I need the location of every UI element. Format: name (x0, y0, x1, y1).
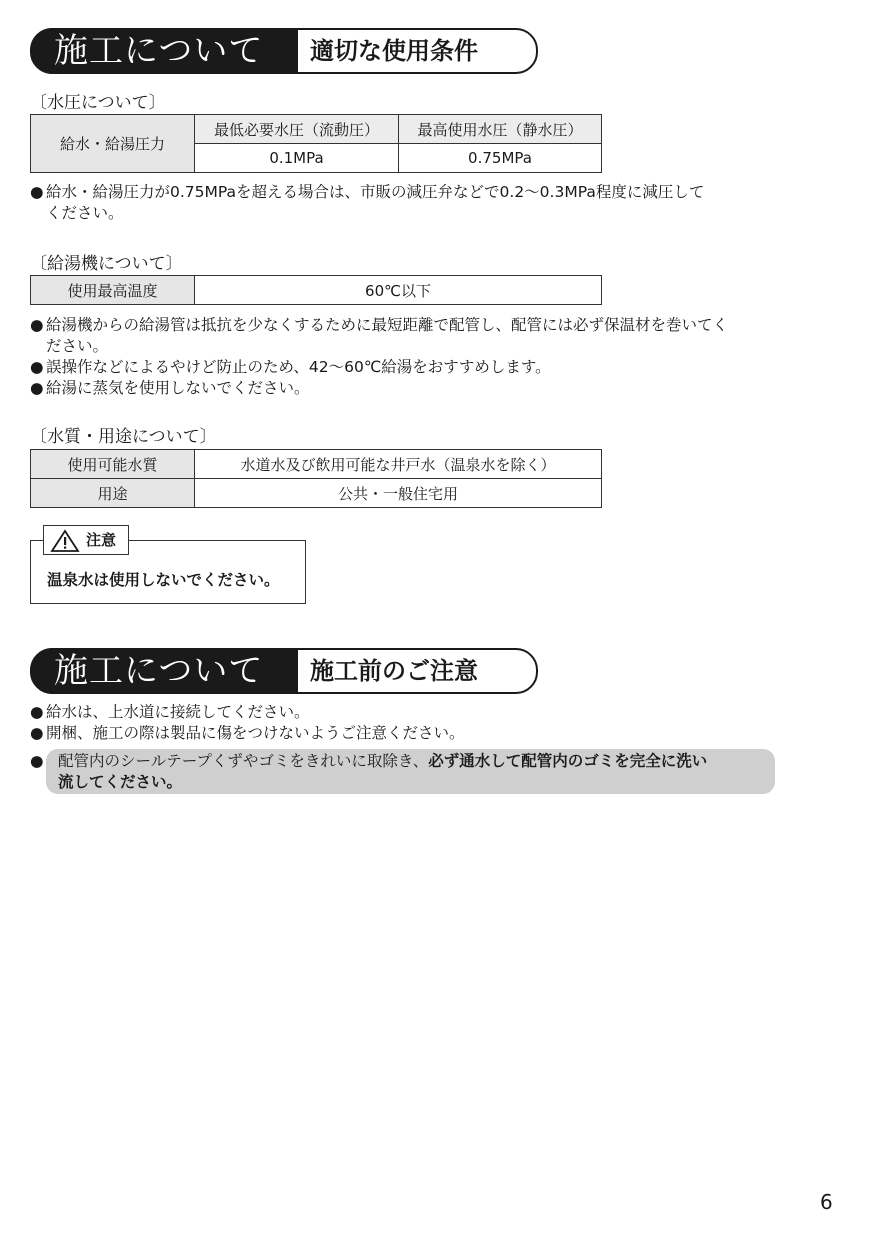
caution-text: 温泉水は使用しないでください。 (47, 571, 280, 589)
pressure-row-label: 給水・給湯圧力 (31, 115, 195, 173)
section-header-conditions (30, 28, 540, 72)
pressure-note-line1: 給水・給湯圧力が0.75MPaを超える場合は、市販の減圧弁などで0.2～0.3MPa程度に減圧して (46, 183, 705, 201)
max-temp-label: 使用最高温度 (31, 276, 195, 305)
caution-tag (43, 525, 129, 555)
max-pressure-value: 0.75MPa (399, 144, 602, 173)
water-heater-heading: 〔給湯機について〕 (30, 254, 183, 274)
bullet-icon: ● (30, 358, 44, 376)
section-subtitle: 施工前のご注意 (310, 657, 478, 685)
bullet-icon: ● (30, 183, 44, 201)
bullet-icon: ● (30, 724, 44, 742)
pre-install-note2: 開梱、施工の際は製品に傷をつけないようご注意ください。 (46, 724, 465, 742)
section-subtitle: 適切な使用条件 (310, 37, 478, 65)
bullet-icon: ● (30, 379, 44, 397)
pre-install-notes (30, 702, 465, 744)
section-title: 施工について (30, 648, 298, 694)
pre-install-note3 (58, 751, 707, 793)
max-temp-value: 60℃以下 (195, 276, 602, 305)
caution-label: 注意 (86, 531, 117, 549)
pre-install-note1: 給水は、上水道に接続してください。 (46, 703, 310, 721)
min-pressure-header: 最低必要水圧（流動圧） (195, 115, 399, 144)
bullet-icon: ● (30, 703, 44, 721)
water-pressure-table (30, 114, 602, 173)
water-quality-table (30, 449, 602, 508)
water-heater-table (30, 275, 602, 305)
water-pressure-heading: 〔水圧について〕 (30, 93, 166, 113)
water-quality-label: 使用可能水質 (31, 450, 195, 479)
heater-note1-line1: 給湯機からの給湯管は抵抗を少なくするために最短距離で配管し、配管には必ず保温材を巻いてく (46, 316, 729, 334)
pressure-note (30, 182, 704, 224)
heater-note2: 誤操作などによるやけど防止のため、42～60℃給湯をおすすめします。 (46, 358, 551, 376)
heater-notes (30, 315, 728, 399)
heater-note3: 給湯に蒸気を使用しないでください。 (46, 379, 310, 397)
water-quality-heading: 〔水質・用途について〕 (30, 427, 217, 447)
note3-bold-line2: 流してください。 (58, 773, 183, 791)
page-number: 6 (820, 1190, 833, 1214)
note3-bold: 必ず通水して配管内のゴミを完全に洗い (428, 752, 708, 770)
section-header-pre-install (30, 648, 540, 692)
pressure-note-line2: ください。 (46, 204, 124, 222)
max-pressure-header: 最高使用水圧（静水圧） (399, 115, 602, 144)
bullet-icon: ● (30, 316, 44, 334)
warning-icon (50, 529, 80, 553)
usage-value: 公共・一般住宅用 (195, 479, 602, 508)
note3-normal: 配管内のシールテープくずやゴミをきれいに取除き、 (58, 752, 429, 770)
heater-note1-line2: ださい。 (46, 337, 109, 355)
section-title: 施工について (30, 28, 298, 74)
min-pressure-value: 0.1MPa (195, 144, 399, 173)
water-quality-value: 水道水及び飲用可能な井戸水（温泉水を除く） (195, 450, 602, 479)
usage-label: 用途 (31, 479, 195, 508)
bullet-icon: ● (30, 752, 44, 770)
